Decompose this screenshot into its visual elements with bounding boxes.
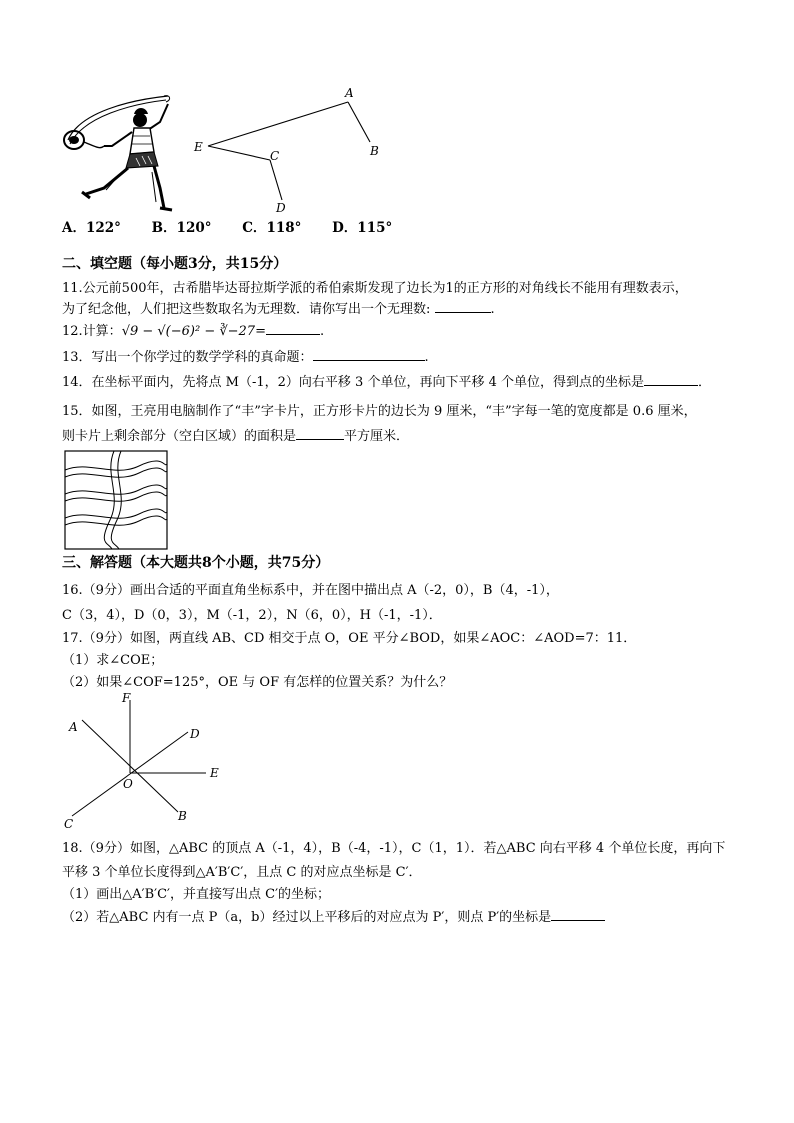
segment-ea bbox=[208, 102, 348, 146]
q15-line2: 则卡片上剩余部分（空白区域）的面积是 平方厘米． bbox=[62, 429, 410, 444]
q18-line1: 18.（9分）如图，△ABC 的顶点 A（-1，4），B（-4，-1），C（1，1）．若△ABC 向右平移 4 个单位长度，再向下 bbox=[62, 841, 726, 856]
q12: 12.计算：√9 − √(−6)² − ∛−27= . bbox=[62, 324, 325, 339]
q16-line1: 16.（9分）画出合适的平面直角坐标系中，并在图中描出点 A（-2，0），B（4，-1）， bbox=[62, 583, 559, 598]
q15-answer-blank[interactable] bbox=[296, 427, 344, 440]
q11-answer-blank[interactable] bbox=[435, 300, 491, 313]
q18-answer-blank[interactable] bbox=[551, 908, 605, 921]
q11-line1: 11.公元前500年，古希腊毕达哥拉斯学派的希伯索斯发现了边长为1的正方形的对角线长不能用有理数表示， bbox=[62, 281, 688, 296]
q13-answer-blank[interactable] bbox=[313, 348, 425, 361]
label-d: D bbox=[190, 727, 200, 741]
label-c: C bbox=[270, 149, 280, 163]
q18-sub1: （1）画出△A′B′C′，并直接写出点 C′的坐标； bbox=[62, 887, 331, 902]
q17-line1: 17.（9分）如图，两直线 AB、CD 相交于点 O，OE 平分∠BOD，如果∠AOC：∠AOD=7：11． bbox=[62, 631, 637, 646]
option-c[interactable]: C．118° bbox=[242, 220, 302, 236]
q17-sub1: （1）求∠COE； bbox=[62, 653, 164, 668]
dancer-illustration bbox=[60, 92, 180, 214]
q18-line2: 平移 3 个单位长度得到△A′B′C′，且点 C 的对应点坐标是 C′． bbox=[62, 865, 422, 880]
label-e: E bbox=[210, 766, 219, 780]
q15-line1: 15．如图，王亮用电脑制作了“丰”字卡片，正方形卡片的边长为 9 厘米，“丰”字每一笔的宽度都是 0.6 厘米， bbox=[62, 404, 697, 419]
label-b: B bbox=[370, 144, 379, 158]
option-a[interactable]: A．122° bbox=[62, 220, 121, 236]
option-b[interactable]: B．120° bbox=[151, 220, 212, 236]
segment-ec bbox=[208, 146, 270, 160]
q12-answer-blank[interactable] bbox=[266, 322, 320, 335]
section2-heading: 二、填空题（每小题3分，共15分） bbox=[62, 256, 288, 272]
label-o: O bbox=[123, 777, 133, 791]
q14: 14．在坐标平面内，先将点 M（-1，2）向右平移 3 个单位，再向下平移 4 个单位，得到点的坐标是 ． bbox=[62, 375, 712, 390]
feng-card-figure bbox=[64, 450, 168, 550]
segment-cd bbox=[270, 160, 282, 200]
q17-sub2: （2）如果∠COF=125°，OE 与 OF 有怎样的位置关系？为什么？ bbox=[62, 675, 453, 690]
option-d[interactable]: D．115° bbox=[332, 220, 393, 236]
q16-line2: C（3，4），D（0，3），M（-1，2），N（6，0），H（-1，-1）． bbox=[62, 608, 442, 623]
label-c: C bbox=[64, 817, 74, 831]
label-f: F bbox=[122, 691, 131, 705]
angle-figure bbox=[188, 84, 388, 219]
label-d: D bbox=[276, 201, 286, 215]
q18-sub2: （2）若△ABC 内有一点 P（a，b）经过以上平移后的对应点为 P′，则点 P′的坐标是 bbox=[62, 908, 605, 927]
q12-expression: √9 − √(−6)² − ∛−27= bbox=[121, 324, 266, 339]
intersecting-lines-figure bbox=[60, 690, 230, 835]
answer-options bbox=[62, 219, 418, 237]
segment-ab bbox=[348, 102, 370, 142]
label-e: E bbox=[194, 140, 203, 154]
q13: 13．写出一个你学过的数学学科的真命题： . bbox=[62, 350, 429, 365]
label-b: B bbox=[178, 809, 187, 823]
section3-heading: 三、解答题（本大题共8个小题，共75分） bbox=[62, 555, 330, 571]
label-a: A bbox=[345, 86, 354, 100]
label-a: A bbox=[69, 720, 78, 734]
q11-line2: 为了纪念他，人们把这些数取名为无理数．请你写出一个无理数: . bbox=[62, 302, 495, 317]
q14-answer-blank[interactable] bbox=[644, 373, 698, 386]
